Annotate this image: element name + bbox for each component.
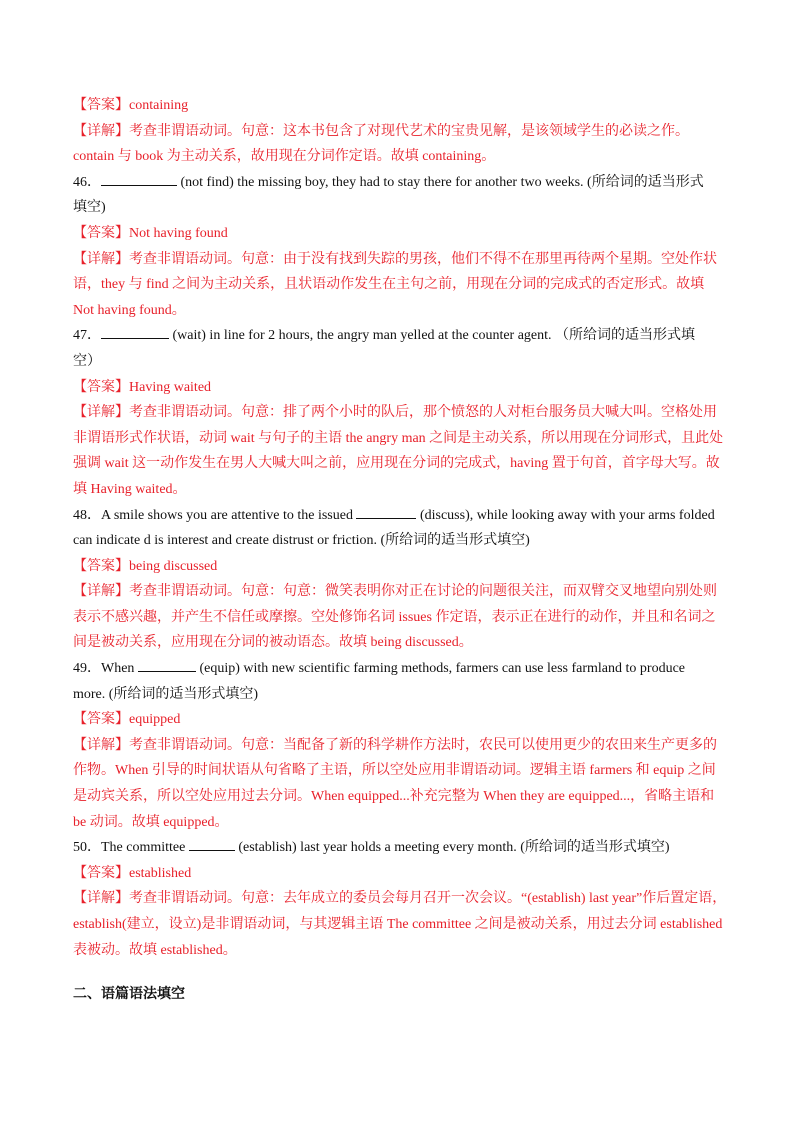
detail-50-line-2: establish(建立，设立)是非谓语动词，与其逻辑主语 The committee 之间是被动关系，用过去分词 established [73,917,723,932]
detail-47-line-2: 非谓语形式作状语，动词 wait 与句子的主语 the angry man 之间是主动关系，所以用现在分词形式，且此处 [73,430,724,446]
detail-49-line-1: 【详解】考查非谓语动词。句意：当配备了新的科学耕作方法时，农民可以使用更少的农田来生产更多的 [73,737,717,753]
section-title: 二、语篇语法填空 [73,986,185,1002]
question-pre-blank: The committee [101,840,189,856]
answer-47: 【答案】Having waited [73,379,212,395]
detail-50-line-3: 表被动。故填 established。 [73,942,237,958]
document-content [73,93,733,963]
answer-45: 【答案】containing [73,98,189,113]
question-number: 48． [73,507,101,523]
detail-49-line-2: 作物。When 引导的时间状语从句省略了主语，所以空处应用非谓语动词。逻辑主语 farmers 和 equip 之间 [73,763,716,779]
answer-blank [189,837,235,851]
detail-50-line-1: 【详解】考查非谓语动词。句意：去年成立的委员会每月召开一次会议。“(establish) last year”作后置定语， [73,891,727,907]
answer-48: 【答案】being discussed [73,558,218,574]
detail-46-line-3: Not having found。 [73,302,186,318]
question-49-line-2: more. (所给词的适当形式填空) [73,686,259,702]
answer-46: 【答案】Not having found [73,225,228,241]
question-number: 50． [73,840,101,856]
question-46-line-2: 填空) [73,200,106,216]
question-number: 49． [73,661,101,677]
question-text: (equip) with new scientific farming methods, farmers can use less farmland to produce [195,661,686,677]
detail-45-line-2: contain 与 book 为主动关系，故用现在分词作定语。故填 containing。 [73,149,496,165]
question-46 [73,170,733,196]
answer-blank [101,325,169,339]
question-48-line-2: can indicate d is interest and create distrust or friction. (所给词的适当形式填空) [73,533,530,549]
question-number: 47． [73,328,101,344]
question-pre-blank: When [101,661,138,677]
detail-45-line-1: 【详解】考查非谓语动词。句意：这本书包含了对现代艺术的宝贵见解，是该领域学生的必读之作。 [73,123,689,139]
answer-blank [356,505,416,519]
question-pre-blank: A smile shows you are attentive to the issued [101,507,357,523]
question-text: (discuss), while looking away with your arms folded [416,507,715,523]
detail-48-line-1: 【详解】考查非谓语动词。句意：句意：微笑表明你对正在讨论的问题很关注，而双臂交叉地望向别处则 [73,584,717,600]
answer-blank [138,658,196,672]
question-text: (establish) last year holds a meeting every month. (所给词的适当形式填空) [234,840,670,856]
detail-47-line-4: 填 Having waited。 [73,481,187,497]
question-text: (wait) in line for 2 hours, the angry man yelled at the counter agent. （所给词的适当形式填 [169,328,696,344]
answer-blank [101,172,177,186]
answer-49: 【答案】equipped [73,712,181,728]
detail-47-line-3: 强调 wait 这一动作发生在男人大喊大叫之前，应用现在分词的完成式，having 置于句首，首字母大写。故 [73,456,720,472]
question-50 [73,835,733,861]
answer-50: 【答案】established [73,865,192,881]
question-text: (not find) the missing boy, they had to stay there for another two weeks. (所给词的适当形式 [177,174,704,190]
question-48 [73,503,733,529]
question-49 [73,656,733,682]
detail-48-line-2: 表示不感兴趣，并产生不信任或摩擦。空处修饰名词 issues 作定语，表示正在进行的动作，并且和名词之 [73,609,716,625]
detail-49-line-4: be 动词。故填 equipped。 [73,814,229,830]
detail-48-line-3: 间是被动关系，应用现在分词的被动语态。故填 being discussed。 [73,635,473,651]
detail-46-line-2: 语，they 与 find 之间为主动关系，且状语动作发生在主句之前，用现在分词的完成式的否定形式。故填 [73,277,705,293]
detail-47-line-1: 【详解】考查非谓语动词。句意：排了两个小时的队后，那个愤怒的人对柜台服务员大喊大叫。空格处用 [73,405,717,421]
question-number: 46． [73,174,101,190]
question-47 [73,323,733,349]
question-47-line-2: 空） [73,353,101,369]
detail-46-line-1: 【详解】考查非谓语动词。句意：由于没有找到失踪的男孩，他们不得不在那里再待两个星期。空处作状 [73,251,717,267]
detail-49-line-3: 是动宾关系，所以空处应用过去分词。When equipped...补充完整为 When they are equipped...，省略主语和 [73,789,715,805]
